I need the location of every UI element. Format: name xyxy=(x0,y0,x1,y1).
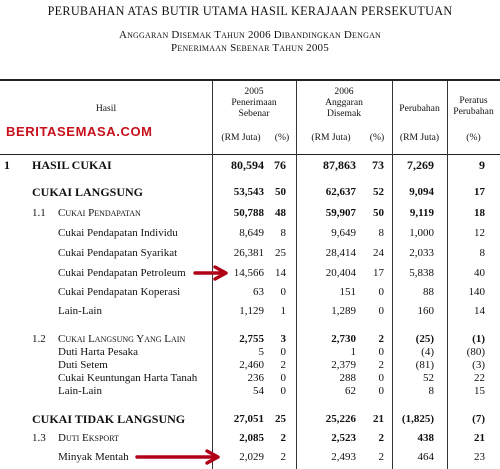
table-title: PERUBAHAN ATAS BUTIR UTAMA HASIL KERAJAAN PERSEKUTUAN xyxy=(47,4,453,18)
row-label: Lain-Lain xyxy=(58,385,102,397)
unit-2005-rm: (RM Juta) xyxy=(221,132,261,143)
header-perubahan: Perubahan xyxy=(399,103,440,114)
pct-2006: 0 xyxy=(378,372,384,384)
table-subtitle-line1: Anggaran Disemak Tahun 2006 Dibandingkan Dengan xyxy=(118,29,382,41)
change-value: 9,094 xyxy=(409,186,434,198)
header-2006 xyxy=(296,86,392,119)
pct-2006: 2 xyxy=(378,333,384,345)
change-percent: 17 xyxy=(474,186,485,198)
pct-2005: 0 xyxy=(280,286,286,298)
value-2005: 2,085 xyxy=(239,432,264,444)
row-label: Cukai Pendapatan xyxy=(58,207,141,219)
change-value: 5,838 xyxy=(409,267,434,279)
change-value: 160 xyxy=(417,305,434,317)
row-label: Lain-Lain xyxy=(58,305,102,317)
value-2005: 8,649 xyxy=(239,227,264,239)
change-percent: 12 xyxy=(474,227,485,239)
pct-2006: 8 xyxy=(378,227,384,239)
row-label: Cukai Pendapatan Individu xyxy=(58,227,178,239)
arrow-right-icon xyxy=(194,266,234,280)
value-2006: 59,907 xyxy=(325,207,356,219)
header-2005-line3: Sebenar xyxy=(238,108,270,119)
pct-2005: 0 xyxy=(280,372,286,384)
table-subtitle-line2: Penerimaan Sebenar Tahun 2005 xyxy=(171,42,329,54)
row-number: 1 xyxy=(4,158,10,172)
row-label: Cukai Pendapatan Syarikat xyxy=(58,247,178,259)
change-percent: 18 xyxy=(474,207,485,219)
change-value: 438 xyxy=(417,432,434,444)
watermark-text: BERITASEMASA.COM xyxy=(6,124,153,139)
value-2005: 50,788 xyxy=(233,207,264,219)
value-2006: 87,863 xyxy=(323,158,356,172)
pct-2006: 2 xyxy=(378,451,384,463)
row-label: Cukai Pendapatan Koperasi xyxy=(58,286,181,298)
row-label: Cukai Keuntungan Harta Tanah xyxy=(58,372,198,384)
pct-2005: 1 xyxy=(280,305,286,317)
pct-2005: 48 xyxy=(275,207,286,219)
row-label: Duti Eksport xyxy=(58,432,119,444)
pct-2005: 2 xyxy=(280,451,286,463)
value-2005: 2,755 xyxy=(239,333,264,345)
change-value: (25) xyxy=(415,333,434,345)
value-2005: 53,543 xyxy=(233,186,264,198)
row-label: CUKAI TIDAK LANGSUNG xyxy=(32,412,186,426)
row-label: Cukai Langsung Yang Lain xyxy=(58,333,186,345)
pct-2005: 50 xyxy=(275,186,286,198)
value-2005: 80,594 xyxy=(231,158,264,172)
value-2006: 2,730 xyxy=(331,333,356,345)
value-2006: 62 xyxy=(345,385,356,397)
pct-2005: 3 xyxy=(280,333,286,345)
change-value: (4) xyxy=(421,346,434,358)
change-percent: 14 xyxy=(474,305,485,317)
header-hasil: Hasil xyxy=(95,103,117,114)
header-2005-year: 2005 xyxy=(244,86,264,97)
pct-2006: 50 xyxy=(373,207,384,219)
value-2006: 62,637 xyxy=(325,186,356,198)
pct-2006: 52 xyxy=(373,186,384,198)
value-2006: 25,226 xyxy=(325,413,356,425)
row-label: Minyak Mentah xyxy=(58,451,129,463)
pct-2006: 0 xyxy=(378,286,384,298)
pct-2005: 14 xyxy=(275,267,286,279)
change-value: (81) xyxy=(415,359,434,371)
change-value: 8 xyxy=(428,385,434,397)
value-2005: 236 xyxy=(247,372,264,384)
pct-2005: 2 xyxy=(280,432,286,444)
header-2005 xyxy=(212,86,296,119)
row-label: HASIL CUKAI xyxy=(32,158,112,172)
value-2005: 63 xyxy=(253,286,264,298)
pct-2006: 2 xyxy=(378,432,384,444)
row-number: 1.3 xyxy=(32,432,46,444)
header-2006-year: 2006 xyxy=(334,86,354,97)
row-label: CUKAI LANGSUNG xyxy=(32,185,144,199)
change-percent: 23 xyxy=(474,451,485,463)
pct-2006: 0 xyxy=(378,305,384,317)
top-rule xyxy=(0,79,500,81)
value-2005: 54 xyxy=(253,385,264,397)
change-percent: 15 xyxy=(474,385,485,397)
header-bottom-rule xyxy=(0,154,500,155)
change-value: 88 xyxy=(423,286,434,298)
value-2006: 2,379 xyxy=(331,359,356,371)
change-percent: 40 xyxy=(474,267,485,279)
change-percent: 8 xyxy=(479,247,485,259)
header-peratus-line1: Peratus xyxy=(459,95,488,106)
pct-2005: 8 xyxy=(280,227,286,239)
pct-2006: 24 xyxy=(373,247,384,259)
header-peratus xyxy=(447,95,500,117)
change-percent: (80) xyxy=(466,346,485,358)
change-percent: 140 xyxy=(468,286,485,298)
change-percent: 21 xyxy=(474,432,485,444)
row-number: 1.1 xyxy=(32,207,46,219)
value-2005: 1,129 xyxy=(239,305,264,317)
row-label: Duti Harta Pesaka xyxy=(58,346,139,358)
value-2006: 9,649 xyxy=(331,227,356,239)
column-divider xyxy=(296,81,297,469)
value-2005: 2,460 xyxy=(239,359,264,371)
value-2005: 27,051 xyxy=(233,413,264,425)
change-value: 2,033 xyxy=(409,247,434,259)
value-2006: 2,523 xyxy=(331,432,356,444)
row-number: 1.2 xyxy=(32,333,46,345)
pct-2005: 76 xyxy=(274,158,286,172)
change-value: (1,825) xyxy=(401,413,434,425)
value-2006: 20,404 xyxy=(325,267,356,279)
change-value: 1,000 xyxy=(409,227,434,239)
change-percent: 22 xyxy=(474,372,485,384)
unit-2006-rm: (RM Juta) xyxy=(311,132,351,143)
change-value: 52 xyxy=(423,372,434,384)
unit-peratus-pct: (%) xyxy=(466,132,481,143)
change-percent: 9 xyxy=(479,158,485,172)
row-label: Duti Setem xyxy=(58,359,108,371)
row-label: Cukai Pendapatan Petroleum xyxy=(58,267,186,279)
value-2005: 14,566 xyxy=(233,267,264,279)
change-value: 9,119 xyxy=(409,207,434,219)
change-value: 464 xyxy=(417,451,434,463)
pct-2006: 17 xyxy=(373,267,384,279)
header-2005-line2: Penerimaan xyxy=(231,97,277,108)
pct-2006: 0 xyxy=(378,385,384,397)
pct-2005: 0 xyxy=(280,385,286,397)
pct-2005: 25 xyxy=(275,247,286,259)
value-2006: 1 xyxy=(350,346,356,358)
value-2006: 2,493 xyxy=(331,451,356,463)
pct-2006: 73 xyxy=(372,158,384,172)
pct-2006: 2 xyxy=(378,359,384,371)
value-2005: 2,029 xyxy=(239,451,264,463)
unit-perubahan-rm: (RM Juta) xyxy=(399,132,440,143)
unit-2006-pct: (%) xyxy=(369,132,385,143)
value-2006: 288 xyxy=(339,372,356,384)
value-2006: 1,289 xyxy=(331,305,356,317)
pct-2006: 21 xyxy=(373,413,384,425)
arrow-right-icon xyxy=(136,450,226,464)
value-2006: 28,414 xyxy=(325,247,356,259)
header-2006-line2: Anggaran xyxy=(325,97,363,108)
change-percent: (7) xyxy=(472,413,485,425)
change-percent: (1) xyxy=(472,333,485,345)
change-value: 7,269 xyxy=(407,158,434,172)
pct-2005: 2 xyxy=(280,359,286,371)
pct-2006: 0 xyxy=(378,346,384,358)
unit-2005-pct: (%) xyxy=(274,132,290,143)
value-2005: 26,381 xyxy=(233,247,264,259)
pct-2005: 25 xyxy=(275,413,286,425)
header-peratus-line2: Perubahan xyxy=(453,106,494,117)
header-2006-line3: Disemak xyxy=(326,108,362,119)
change-percent: (3) xyxy=(472,359,485,371)
value-2006: 151 xyxy=(339,286,356,298)
pct-2005: 0 xyxy=(280,346,286,358)
value-2005: 5 xyxy=(258,346,264,358)
